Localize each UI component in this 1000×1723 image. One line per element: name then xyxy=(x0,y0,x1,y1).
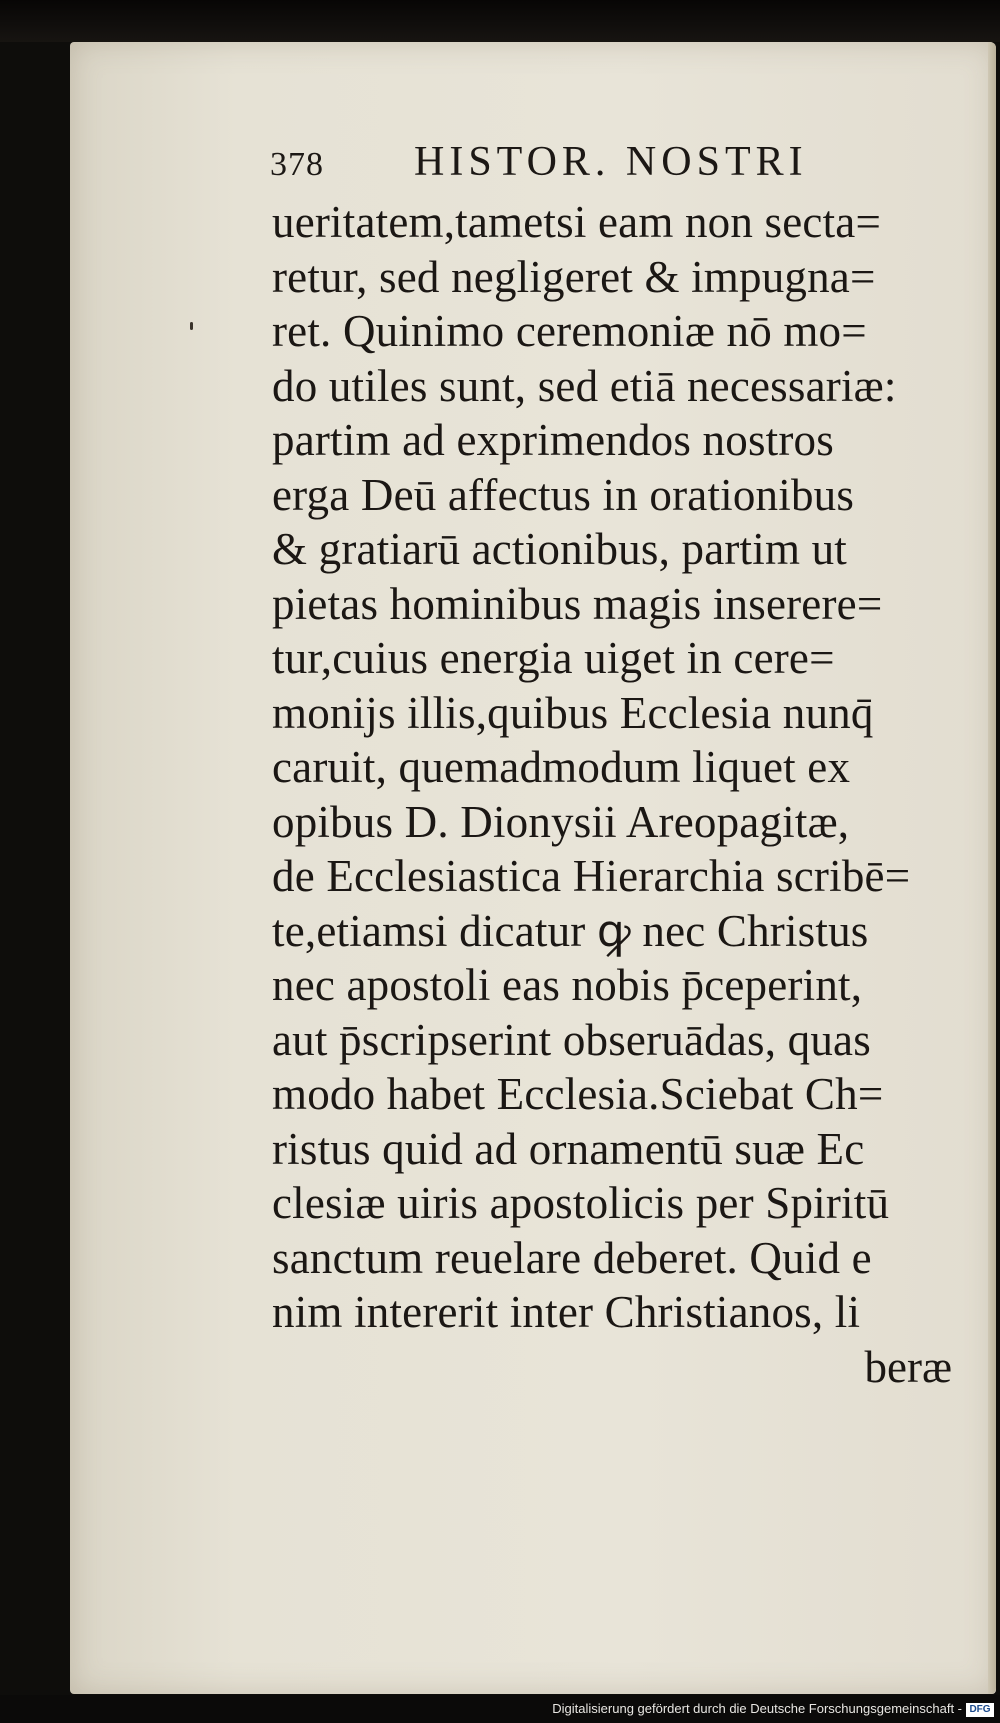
text-line: erga Deū affectus in orationibus xyxy=(272,469,855,520)
text-line: opibus D. Dionysii Areopagitæ, xyxy=(272,796,850,847)
text-line: ueritatem,tametsi eam non secta= xyxy=(272,197,882,247)
digitization-credit: Digitalisierung gefördert durch die Deutsche Forschungsgemeinschaft - xyxy=(552,1701,962,1716)
page-edge xyxy=(988,42,996,1694)
text-line: ristus quid ad ornamentū suæ Ec xyxy=(272,1123,865,1174)
text-line: modo habet Ecclesia.Sciebat Ch= xyxy=(272,1069,884,1119)
text-line: retur, sed negligeret & impugna= xyxy=(272,251,876,302)
dfg-logo: DFG xyxy=(966,1703,994,1717)
text-line: nec apostoli eas nobis p̄ceperint, xyxy=(272,960,863,1010)
text-line: nim intererit inter Christianos, li xyxy=(272,1287,861,1337)
text-line: & gratiarū actionibus, partim ut xyxy=(272,524,848,574)
text-line: partim ad exprimendos nostros xyxy=(272,415,834,465)
text-line: monijs illis,quibus Ecclesia nunq̄ xyxy=(272,687,874,738)
body-text xyxy=(272,195,960,1394)
ink-speck xyxy=(190,322,193,330)
text-line: do utiles sunt, sed etiā necessariæ: xyxy=(272,360,897,411)
text-line: clesiæ uiris apostolicis per Spiritū xyxy=(272,1178,890,1228)
text-line: caruit, quemadmodum liquet ex xyxy=(272,742,851,792)
page-number: 378 xyxy=(270,146,324,183)
text-line: sanctum reuelare deberet. Quid e xyxy=(272,1232,872,1283)
text-line: te,etiamsi dicatur ꝙ nec Christus xyxy=(272,905,869,956)
text-line: pietas hominibus magis inserere= xyxy=(272,578,883,629)
text-line: tur,cuius energia uiget in cere= xyxy=(272,633,835,683)
running-title: HISTOR. NOSTRI xyxy=(414,139,808,185)
credit-bar xyxy=(0,1695,1000,1723)
catchword: beræ xyxy=(864,1341,952,1392)
text-line: aut p̄scripserint obseruādas, quas xyxy=(272,1014,871,1065)
scan-top-border xyxy=(0,0,1000,42)
text-line: ret. Quinimo ceremoniæ nō mo= xyxy=(272,306,867,356)
text-line: de Ecclesiastica Hierarchia scribē= xyxy=(272,851,911,901)
